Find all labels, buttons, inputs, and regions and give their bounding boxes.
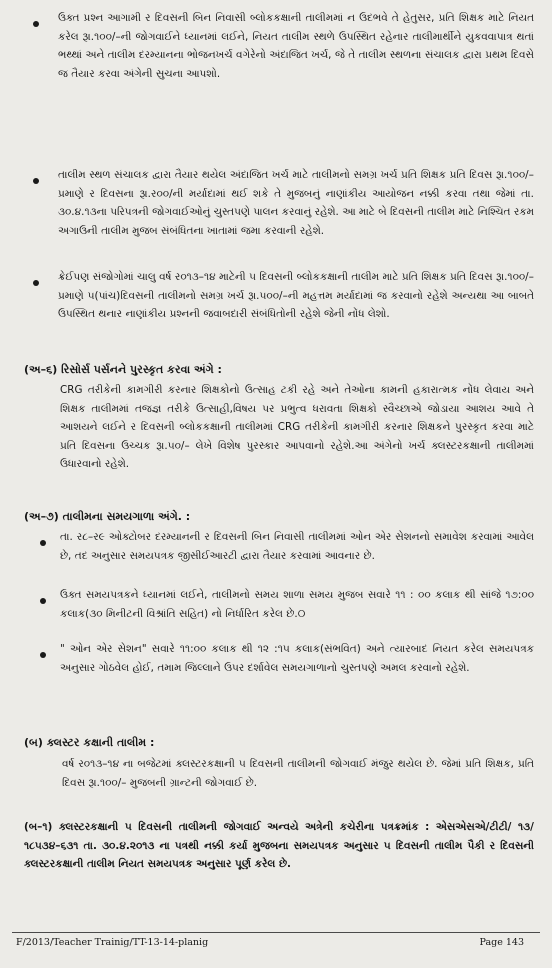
paragraph-bullet-3: ક્રેઈપણ સંજોગોમાં ચાલુ વર્ષ ર૦૧૩–૧૪ માટેની ૫ દિવસની બ્લોકકક્ષાની તાલીમ માટે પ્રતિ શિક્ષક પ્રતિ દિવસ રૂા.૧૦૦/–પ્રમાણે ૫(પાંચ)દિવસની તાલીમનો સમગ્ર ખર્ચ રૂા.૫૦૦/–ની મહત્તમ મર્યાદામાં જ કરવાનો રહેશે અન્યથા આ બાબતે ઉપસ્થિત થનાર નાણાંકીય પ્રશ્નની જવાબદારી સંબંધિતોની રહેશે જેની નોંધ લેશો.	[58, 271, 534, 321]
footer-file-path: F/2013/Teacher Trainig/TT-13-14-planig	[16, 937, 209, 948]
section-heading-resource-person: (અ–૬) રિસોર્સ પર્સનને પુરસ્કૃત કરવા અંગે :	[24, 363, 222, 376]
bullet-marker	[33, 21, 39, 27]
paragraph-cluster-training: વર્ષ ર૦૧૩–૧૪ ના બજેટમાં ક્લસ્ટરકક્ષાની ૫ દિવસની તાલીમની જોગવાઈ મંજુર થયેલ છે. જેમાં પ્રતિ શિક્ષક, પ્રતિ દિવસ રૂા.૧૦૦/– મુજબની ગ્રાન્ટની જોગવાઈ છે.	[62, 758, 534, 789]
section-heading-cluster-training: (બ) ક્લસ્ટર કક્ષાની તાલીમ :	[24, 736, 155, 749]
paragraph-schedule-1: તા. ર૮–ર૯ ઓક્ટોબર દરમ્યાનની ર દિવસની બિન નિવાસી તાલીમમાં ઓન એર સેશનનો સમાવેશ કરવામાં આવેલ છે, તદ અનુસાર સમયપત્રક જીસીઈઆરટી દ્વારા તૈયાર કરવામાં આવનાર છે.	[60, 531, 535, 562]
paragraph-bullet-2: તાલીમ સ્થળ સંચાલક દ્વારા તૈયાર થયેલ અંદાજિત ખર્ચ માટે તાલીમનો સમગ્ર ખર્ચ પ્રતિ શિક્ષક પ્રતિ દિવસ રૂા.૧૦૦/–પ્રમાણે ર દિવસના રૂા.ર૦૦/ની મર્યાદામાં થઈ શકે તે મુજબનું નાણાંકીય આયોજન નક્કી કરવા તથા જેમાં તા. ૩૦.૪.૧૩ના પરિપત્રની જોગવાઈઓનું ચુસ્તપણે પાલન કરવાનું રહેશે. આ માટે બે દિવસની તાલીમ માટે નિશ્ચિત રકમ અગાઉની તાલીમ મુજબ સંબંધિતના ખાતામાં જમા કરવાની રહેશે.	[58, 169, 534, 237]
footer-page-number: Page 143	[479, 937, 524, 948]
section-heading-training-schedule: (અ–૭) તાલીમના સમયગાળા અંગે. :	[24, 510, 191, 523]
footer-divider	[12, 932, 540, 933]
bullet-marker	[33, 280, 39, 286]
paragraph-schedule-3: " ઓન એર સેશન" સવારે ૧૧:૦૦ કલાક થી ૧૨ :૧૫ કલાક(સંભવિત) અને ત્યારબાદ નિયત કરેલ સમયપત્રક અનુસાર ગોઠવેલ હોઈ, તમામ જિલ્લાને ઉપર દર્શાવેલ સમયગાળાનો ચુસ્તપણે અમલ કરવાનો રહેશે.	[60, 643, 534, 674]
bullet-marker	[33, 178, 39, 184]
bullet-marker	[40, 540, 46, 546]
paragraph-resource-person: CRG તરીકેની કામગીરી કરનાર શિક્ષકોનો ઉત્સાહ ટકી રહે અને તેઓના કામની હકારાત્મક નોંધ લેવાય અને શિક્ષક તાલીમમાં તજજ્ઞ તરીકે ઉત્સાહી,વિષય પર પ્રભુત્વ ધરાવતા શિક્ષકો સ્વૈચ્છાએ જોડાયા આશય આવે તે આશયને લઈને ર દિવસની બ્લોકકક્ષાની તાલીમમાં CRG તરીકેની કામગીરી કરનાર શિક્ષકને પુરસ્કૃત કરવા માટે પ્રતિ દિવસના ઉચ્ચક રૂા.૫૦/– લેખે વિશેષ પુરસ્કાર આપવાનો રહેશે.આ અંગેનો ખર્ચ ક્લસ્ટરકક્ષાની તાલીમમાં ઉધારવાનો રહેશે.	[60, 384, 534, 471]
paragraph-cluster-training-b1: (બ–૧) ક્લસ્ટરકક્ષાની ૫ દિવસની તાલીમની જોગવાઈ અન્વયે અત્રેની કચેરીના પત્રક્રમાંક : એસએસએ/ટીટી/ ૧૩/ ૧૮૫૩૪–૬૩૧ તા. ૩૦.૪.૨૦૧૩ ના પત્રથી નક્કી કર્યા મુજબના સમયપત્રક અનુસાર ૫ દિવસની તાલીમ પૈકી ર દિવસની ક્લસ્ટરકક્ષાની તાલીમ નિયત સમયપત્રક અનુસાર પૂર્ણ કરેલ છે.	[24, 821, 534, 871]
bullet-marker	[40, 652, 46, 658]
paragraph-bullet-1: ઉક્ત પ્રશ્ન આગામી ર દિવસની બિન નિવાસી બ્લોકકક્ષાની તાલીમમાં ન ઉદભવે તે હેતુસર, પ્રતિ શિક્ષક માટે નિયત કરેલ રૂા.૧૦૦/–ની જોગવાઈને ધ્યાનમાં લઈને, નિયત તાલીમ સ્થળે ઉપસ્થિત રહેનાર તાલીમાર્થીને યુકવવાપાત્ર થતાં ભથ્થાં અને તાલીમ દરમ્યાનના ભોજનખર્ચ વગેરેનો અંદાજિત ખર્ચ, જે તે તાલીમ સ્થળના સંચાલક દ્વારા પ્રથમ દિવસે જ તૈયાર કરવા અંગેની સુચના આપશો.	[58, 12, 534, 80]
bullet-marker	[40, 598, 46, 604]
paragraph-schedule-2: ઉક્ત સમયપત્રકને ધ્યાનમાં લઈને, તાલીમનો સમય શાળા સમય મુજબ સવારે ૧૧ : ૦૦ કલાક થી સાંજે ૧૭:૦૦ કલાક(૩૦ મિનીટની વિશ્રાંતિ સહિત) નો નિર્ધારિત કરેલ છે.୦	[60, 589, 534, 620]
